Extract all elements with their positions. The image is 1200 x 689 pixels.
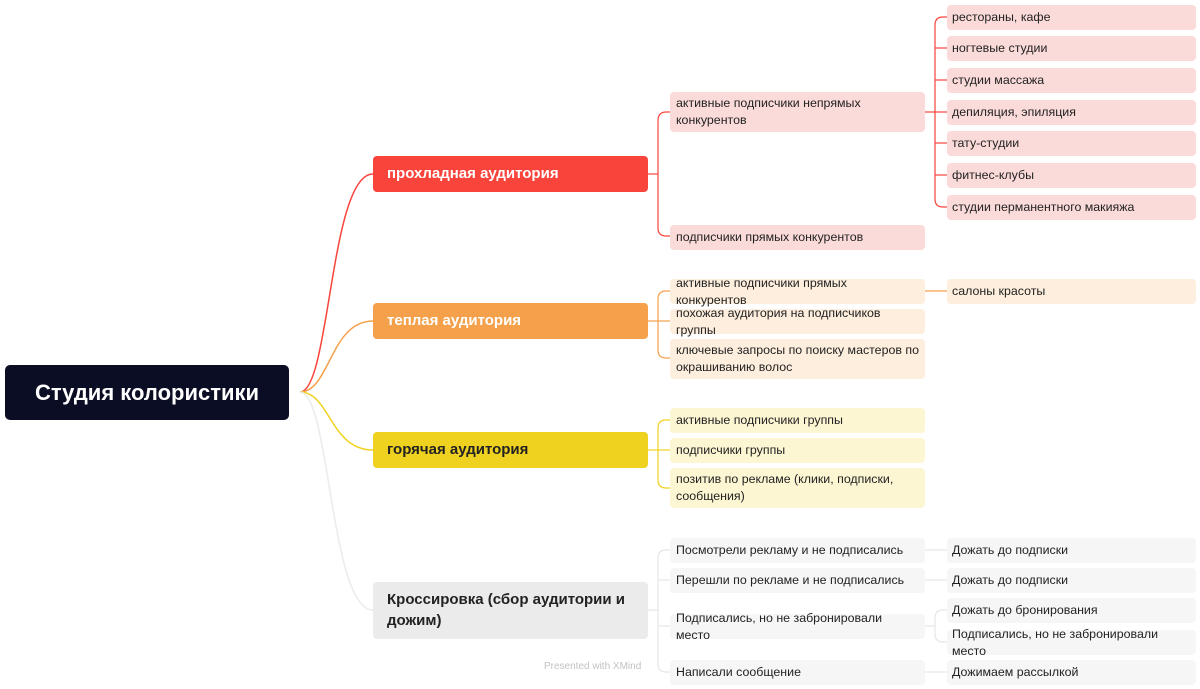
edge-root-cool	[300, 174, 373, 392]
topic-active-group-subscribers[interactable]: активные подписчики группы	[670, 408, 925, 433]
topic-viewed-ad-not-subscribed[interactable]: Посмотрели рекламу и не подписались	[670, 538, 925, 563]
branch-cross-audience[interactable]: Кроссировка (сбор аудитории и дожим)	[373, 582, 648, 639]
topic-fitness-clubs[interactable]: фитнес-клубы	[947, 163, 1196, 188]
branch-cool-audience[interactable]: прохладная аудитория	[373, 156, 648, 192]
topic-nail-studios[interactable]: ногтевые студии	[947, 36, 1196, 61]
topic-permanent-makeup[interactable]: студии перманентного макияжа	[947, 195, 1196, 220]
topic-push-to-booking[interactable]: Дожать до бронирования	[947, 598, 1196, 623]
topic-beauty-salons[interactable]: салоны красоты	[947, 279, 1196, 304]
topic-direct-competitor-subscribers[interactable]: подписчики прямых конкурентов	[670, 225, 925, 250]
topic-push-to-subscribe-2[interactable]: Дожать до подписки	[947, 568, 1196, 593]
topic-depilation[interactable]: депиляция, эпиляция	[947, 100, 1196, 125]
topic-ad-positive[interactable]: позитив по рекламе (клики, подписки, сообщения)	[670, 468, 925, 508]
topic-indirect-competitors[interactable]: активные подписчики непрямых конкурентов	[670, 92, 925, 132]
root-topic[interactable]: Студия колористики	[5, 365, 289, 420]
topic-search-keywords[interactable]: ключевые запросы по поиску мастеров по окрашиванию волос	[670, 339, 925, 379]
topic-restaurants[interactable]: рестораны, кафе	[947, 5, 1196, 30]
xmind-watermark: Presented with XMind	[544, 661, 642, 672]
topic-tattoo-studios[interactable]: тату-студии	[947, 131, 1196, 156]
edge-root-cross	[300, 392, 373, 610]
topic-sent-message[interactable]: Написали сообщение	[670, 660, 925, 685]
topic-mailing-followup[interactable]: Дожимаем рассылкой	[947, 660, 1196, 685]
topic-subscribed-not-booked[interactable]: Подписались, но не забронировали место	[670, 614, 925, 639]
topic-massage-studios[interactable]: студии массажа	[947, 68, 1196, 93]
topic-group-subscribers[interactable]: подписчики группы	[670, 438, 925, 463]
topic-lookalike-audience[interactable]: похожая аудитория на подписчиков группы	[670, 309, 925, 334]
edge-root-hot	[300, 392, 373, 450]
branch-warm-audience[interactable]: теплая аудитория	[373, 303, 648, 339]
topic-subscribed-not-booked-sub[interactable]: Подписались, но не забронировали место	[947, 630, 1196, 655]
topic-clicked-ad-not-subscribed[interactable]: Перешли по рекламе и не подписались	[670, 568, 925, 593]
branch-hot-audience[interactable]: горячая аудитория	[373, 432, 648, 468]
topic-push-to-subscribe-1[interactable]: Дожать до подписки	[947, 538, 1196, 563]
topic-active-direct-competitors[interactable]: активные подписчики прямых конкурентов	[670, 279, 925, 304]
